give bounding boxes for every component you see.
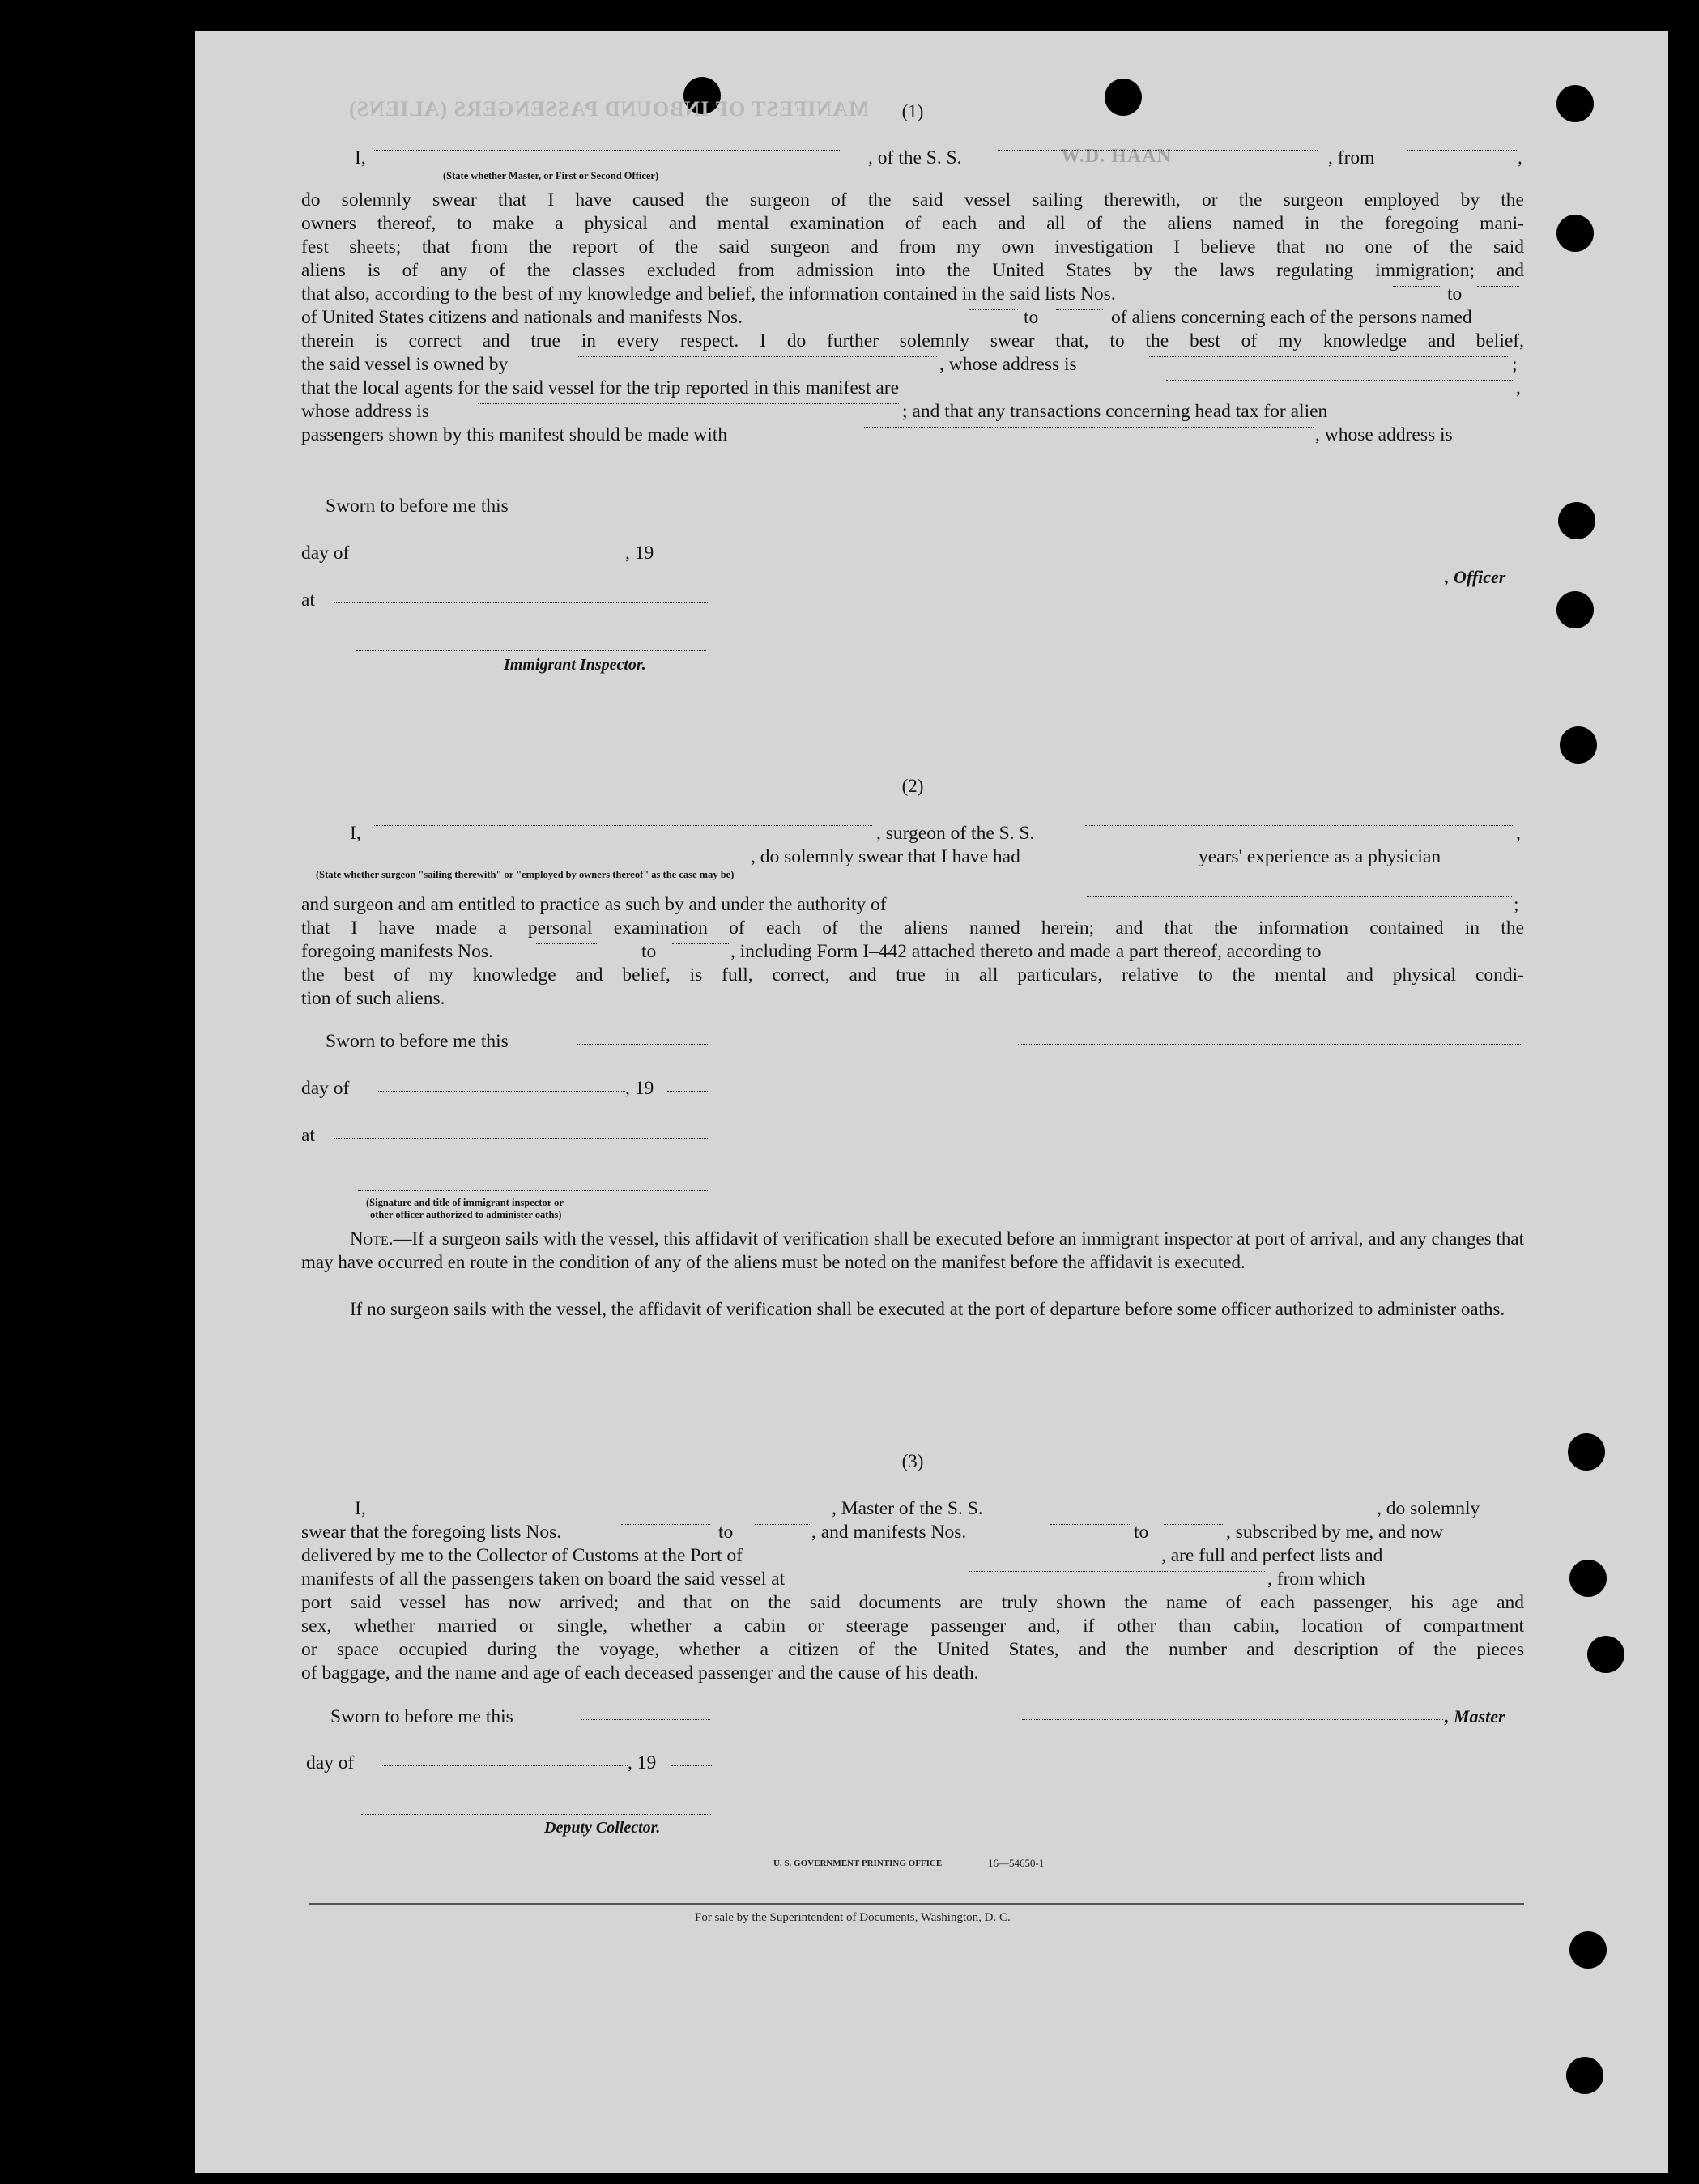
owner-field[interactable] bbox=[577, 356, 937, 357]
surgeon-manifests-from-field[interactable] bbox=[536, 943, 597, 944]
section-3-line-4: manifests of all the passengers taken on board the said vessel at , from which bbox=[301, 1569, 1365, 1590]
footer-rule bbox=[309, 1903, 1524, 1905]
officer-note: (State whether Master, or First or Second Officer) bbox=[443, 170, 659, 181]
from-port-field[interactable] bbox=[1407, 150, 1518, 151]
section-3-number: (3) bbox=[901, 1451, 924, 1471]
surgeon-name-field[interactable] bbox=[374, 825, 872, 826]
punch-hole bbox=[1556, 591, 1594, 628]
surgeon-manifests-to-field[interactable] bbox=[672, 943, 729, 944]
punch-hole bbox=[1556, 215, 1594, 252]
section-3-text: sex, whether married or single, whether a cabin or steerage passenger and, if other than cabin, location of compartment bbox=[301, 1616, 1524, 1637]
agents-address-field[interactable] bbox=[478, 403, 899, 404]
section-1-passengers-line: passengers shown by this manifest should be made with , whose address is bbox=[301, 424, 1453, 445]
punch-hole bbox=[1558, 502, 1595, 539]
manifests-from-field[interactable] bbox=[969, 309, 1018, 310]
section-3-line-3: delivered by me to the Collector of Customs at the Port of , are full and perfect lists and bbox=[301, 1545, 1383, 1566]
surgeon-vessel-field[interactable] bbox=[1085, 825, 1514, 826]
section-2-line-3: and surgeon and am entitled to practice as such by and under the authority of ; bbox=[301, 894, 1519, 915]
no-surgeon-paragraph: If no surgeon sails with the vessel, the affidavit of verification shall be executed at the port of departure before some officer authorized to administer oaths. bbox=[350, 1299, 1505, 1319]
section-1-text: fest sheets; that from the report of the said surgeon and from my own investigation I believe that no one of the said bbox=[301, 236, 1524, 258]
day-of-field[interactable] bbox=[378, 1091, 625, 1092]
section-3: (3) I, , Master of the S. S. , do solemnly swear that the foregoing lists Nos. to , and manifests Nos. to , subscribed by me, and now delivered by me to the Collector of Customs at the Port of , are full and perfect lists and manifests of all the passengers taken on board the said vessel at , from which port said vessel has now arrived; and that on the said documents are truly shown the name of each passenger, his age and sex, whether married or single, whether a cabin or steerage passenger and, if other than cabin, location of compartment or space occupied during the voyage, whether a citizen of the United States, and the number and description of the pieces of baggage, and the name and age of each deceased passenger and the cause of his death. Sworn to before me this , Master day of , 19 Deputy Collector. bbox=[301, 1451, 1524, 1837]
vessel-name-field[interactable] bbox=[998, 150, 1318, 151]
section-2-text: tion of such aliens. bbox=[301, 988, 445, 1009]
authority-field[interactable] bbox=[1087, 896, 1512, 897]
sworn-label: Sworn to before me this bbox=[330, 1706, 513, 1727]
sale-notice: For sale by the Superintendent of Documents, Washington, D. C. bbox=[695, 1911, 1011, 1924]
section-1: (1) I, , of the S. S. , from , (State whether Master, or First or Second Officer) do solemnly swear that I have caused the surgeon of the said vessel sailing therewith, or the surgeon employed by the owners thereof, to make a physical and mental examination of each and all of the aliens named in the foregoing mani- fest sheets; that from the report of the said surgeon and from my own investigation I believe that no one of the said aliens is of any of the classes excluded from admission into the United States by the laws regulating immigration; and that also, according to the best of my knowledge and belief, the information contained in the said lists Nos. to of United States citizens and nationals and manifests Nos. to of aliens concerning each of the persons named therein is correct and true in every respect. I do further solemnly swear that, to the best of my knowledge and belief, the said vessel is owned by , whose address is ; that the local agents for the said vessel for the trip reported in this manifest are , whose address is ; and that any transactions concerning head tax for alien passengers shown by this manifest should be made with , whose address is Sworn to before me this day of , 19 , Officer at Immigrant Inspector. bbox=[301, 101, 1524, 674]
section-1-manifests-line: of United States citizens and nationals and manifests Nos. to of aliens concerning each of the persons named bbox=[301, 307, 1472, 328]
at-label: at bbox=[301, 1125, 315, 1146]
section-2-number: (2) bbox=[901, 776, 924, 796]
section-3-text: port said vessel has now arrived; and that on the said documents are truly shown the name of each passenger, his age and bbox=[301, 1592, 1524, 1613]
section-1-text: aliens is of any of the classes excluded from admission into the United States by the laws regulating immigration; and bbox=[301, 260, 1524, 281]
section-1-agents-line: that the local agents for the said vessel for the trip reported in this manifest are , bbox=[301, 377, 1521, 398]
sworn-day-field[interactable] bbox=[577, 1044, 708, 1045]
surgeon-signature-field[interactable] bbox=[1018, 1044, 1522, 1045]
at-field[interactable] bbox=[334, 602, 708, 603]
section-3-line-2: swear that the foregoing lists Nos. to , and manifests Nos. to , subscribed by me, and now bbox=[301, 1522, 1444, 1543]
section-3-text: or space occupied during the voyage, whether a citizen of the United States, and the number and description of the pieces bbox=[301, 1639, 1524, 1660]
punch-hole bbox=[1587, 1636, 1624, 1673]
gpo-imprint: U. S. GOVERNMENT PRINTING OFFICE bbox=[773, 1858, 943, 1868]
vessel-name-stamp: W.D. HAAN bbox=[1061, 146, 1172, 167]
punch-hole bbox=[1568, 1433, 1605, 1471]
note-label: Note. bbox=[350, 1228, 394, 1249]
year-field[interactable] bbox=[671, 1765, 712, 1766]
section-2-line-5: foregoing manifests Nos. to , including Form I–442 attached thereto and made a part thereof, according to bbox=[301, 941, 1322, 962]
day-of-label: day of bbox=[301, 1078, 350, 1099]
head-tax-field[interactable] bbox=[864, 427, 1314, 428]
year-field[interactable] bbox=[667, 1091, 708, 1092]
surgeon-note-paragraph: Note.—If a surgeon sails with the vessel, this affidavit of verification shall be executed before an immigrant inspector at port of arrival, and any changes that may have occurred en route in the condition of any of the aliens must be noted on the manifest before the affidavit is executed. bbox=[301, 1228, 1524, 1272]
punch-hole bbox=[1560, 726, 1597, 764]
section-1-text: owners thereof, to make a physical and mental examination of each and all of the aliens named in the foregoing mani- bbox=[301, 213, 1524, 234]
administering-officer-field[interactable] bbox=[358, 1190, 708, 1191]
departure-port-field[interactable] bbox=[969, 1571, 1265, 1572]
section-1-owner-line: the said vessel is owned by , whose address is ; bbox=[301, 354, 1518, 375]
at-field[interactable] bbox=[334, 1138, 708, 1139]
master-manifests-to-field[interactable] bbox=[1164, 1524, 1224, 1525]
section-2-text: that I have made a personal examination of each of the aliens named herein; and that the information contained in the bbox=[301, 917, 1524, 939]
surgeon-note: (State whether surgeon "sailing therewith" or "employed by owners thereof" as the case may be) bbox=[316, 869, 735, 880]
day-of-label: day of bbox=[301, 543, 350, 564]
master-manifests-from-field[interactable] bbox=[1050, 1524, 1131, 1525]
day-of-field[interactable] bbox=[382, 1765, 628, 1766]
section-1-number: (1) bbox=[901, 101, 924, 121]
signature-note: (Signature and title of immigrant inspector or bbox=[366, 1197, 564, 1208]
punch-hole bbox=[1566, 2057, 1603, 2094]
officer-name-field[interactable] bbox=[374, 150, 840, 151]
day-of-label: day of bbox=[306, 1752, 355, 1773]
master-signature-field[interactable] bbox=[1022, 1719, 1443, 1720]
sworn-label: Sworn to before me this bbox=[326, 1031, 509, 1052]
punch-hole bbox=[1569, 1931, 1607, 1969]
master-lists-to-field[interactable] bbox=[755, 1524, 811, 1525]
deputy-collector-signature-field[interactable] bbox=[361, 1814, 711, 1815]
inspector-label: Immigrant Inspector. bbox=[504, 656, 646, 674]
master-lists-from-field[interactable] bbox=[621, 1524, 710, 1525]
form-number: 16—54650-1 bbox=[988, 1857, 1045, 1869]
section-2: (2) I, , surgeon of the S. S. , , do solemnly swear that I have had years' experience as a physician (State whether surgeon "sailing therewith" or "employed by owners thereof" as the case may be) and surgeon and am entitled to practice as such by and under the authority of ; that I have made a personal examination of each of the aliens named herein; and that the information contained in the foregoing manifests Nos. to , including Form I–442 attached thereto and made a part thereof, according to the best of my knowledge and belief, is full, correct, and true in all particulars, relative to the mental and physical condi- tion of such aliens. Sworn to before me this day of , 19 at (Signature and title of immigrant inspector or other officer authorized to administer oaths) Note.—If a surgeon sails with the vessel, this affidavit of verification shall be executed before an immigrant inspector at port of arrival, and any changes that may have occurred en route in the condition of any of the aliens must be noted on the manifest before the affidavit is executed. If no surgeon sails with the vessel, the affidavit of verification shall be executed at the port of departure before some officer authorized to administer oaths. bbox=[301, 776, 1524, 1319]
section-1-text: therein is correct and true in every respect. I do further solemnly swear that, to the best of my knowledge and belief, bbox=[301, 330, 1524, 351]
punch-hole bbox=[1556, 85, 1594, 122]
year-label: , 19 bbox=[628, 1752, 657, 1773]
lists-to-field[interactable] bbox=[1477, 286, 1519, 287]
manifests-to-field[interactable] bbox=[1056, 309, 1103, 310]
master-label: , Master bbox=[1445, 1706, 1505, 1726]
sworn-label: Sworn to before me this bbox=[326, 496, 509, 517]
section-1-text: do solemnly swear that I have caused the surgeon of the said vessel sailing therewith, or the surgeon employed by the bbox=[301, 189, 1524, 211]
officer-label: , Officer bbox=[1445, 567, 1506, 587]
punch-hole bbox=[1569, 1560, 1607, 1597]
year-label: , 19 bbox=[625, 1078, 654, 1099]
deputy-collector-label: Deputy Collector. bbox=[544, 1819, 661, 1837]
lists-from-field[interactable] bbox=[1393, 286, 1440, 287]
section-2-text: the best of my knowledge and belief, is full, correct, and true in all particulars, relative to the mental and physical condi- bbox=[301, 964, 1524, 986]
agents-field[interactable] bbox=[1166, 380, 1514, 381]
section-3-text: of baggage, and the name and age of each deceased passenger and the cause of his death. bbox=[301, 1662, 979, 1684]
signature-note: other officer authorized to administer oaths) bbox=[370, 1209, 562, 1220]
at-label: at bbox=[301, 590, 315, 611]
year-label: , 19 bbox=[625, 543, 654, 564]
inspector-signature-field[interactable] bbox=[356, 650, 706, 651]
header-stamp: MANIFEST OF INBOUND PASSENGERS (ALIENS) bbox=[348, 97, 869, 121]
section-1-lists-line: that also, according to the best of my knowledge and belief, the information contained in the said lists Nos. to bbox=[301, 283, 1524, 306]
section-1-address-line: whose address is ; and that any transactions concerning head tax for alien bbox=[301, 401, 1328, 422]
owner-address-field[interactable] bbox=[1148, 356, 1508, 357]
sworn-day-field[interactable] bbox=[581, 1719, 710, 1720]
